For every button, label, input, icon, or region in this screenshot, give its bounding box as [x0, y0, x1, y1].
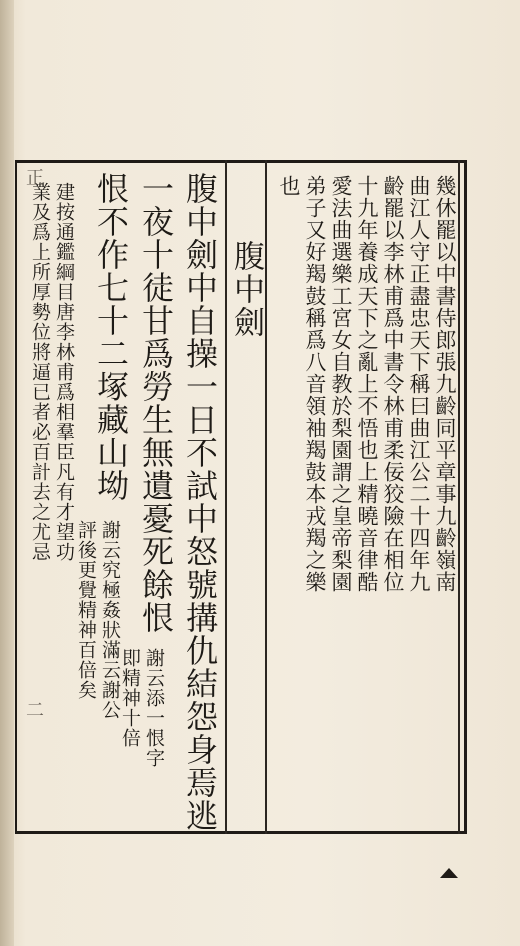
commentary-column: 建按通鑑綱目唐李林甫爲相羣臣凡有才望功 [53, 182, 75, 562]
book-spine [0, 0, 14, 946]
main-text-column: 愛法曲選樂工宮女自教於梨園謂之皇帝梨園 [329, 175, 353, 593]
poem-note: 即精神十倍 [119, 648, 141, 748]
poem-note: 謝云究極姦狀滿云謝公 [99, 520, 121, 720]
poem-line: 恨不作七十二塚藏山坳 [92, 172, 130, 502]
margin-fragment: 二 [23, 700, 44, 718]
main-text-column: 曲江人守正盡忠天下稱曰曲江公二十四年九 [407, 175, 431, 593]
poem-line: 腹中劍中自操一日不試中怒號搆仇結怨身焉逃 [181, 172, 219, 832]
main-text-column: 弟子又好羯鼓稱爲八音領袖羯鼓本戎羯之樂 [303, 175, 327, 593]
commentary-column: 業及爲上所厚勢位將逼已者必百計去之尤忌 [29, 182, 51, 562]
poem-note: 謝云添一恨字 [143, 648, 165, 768]
poem-note: 評後更覺精神百倍矣 [75, 520, 97, 700]
poem-line: 一夜十徒甘爲勞生無遺憂死餘恨 [137, 172, 175, 634]
main-text-column: 十九年養成天下之亂上不悟也上精曉音律酷 [355, 175, 379, 593]
poem-title: 腹中劍 [228, 240, 264, 339]
main-text-column: 齡罷以李林甫爲中書令林甫柔佞狡險在相位 [381, 175, 405, 593]
main-text-column: 幾休罷以中書侍郎張九齡同平章事九齡嶺南 [433, 175, 457, 593]
fold-marker [440, 868, 458, 878]
frame-inner-rule [458, 160, 460, 834]
main-text-column: 也 [277, 175, 301, 197]
margin-fragment: 正 [23, 168, 44, 186]
